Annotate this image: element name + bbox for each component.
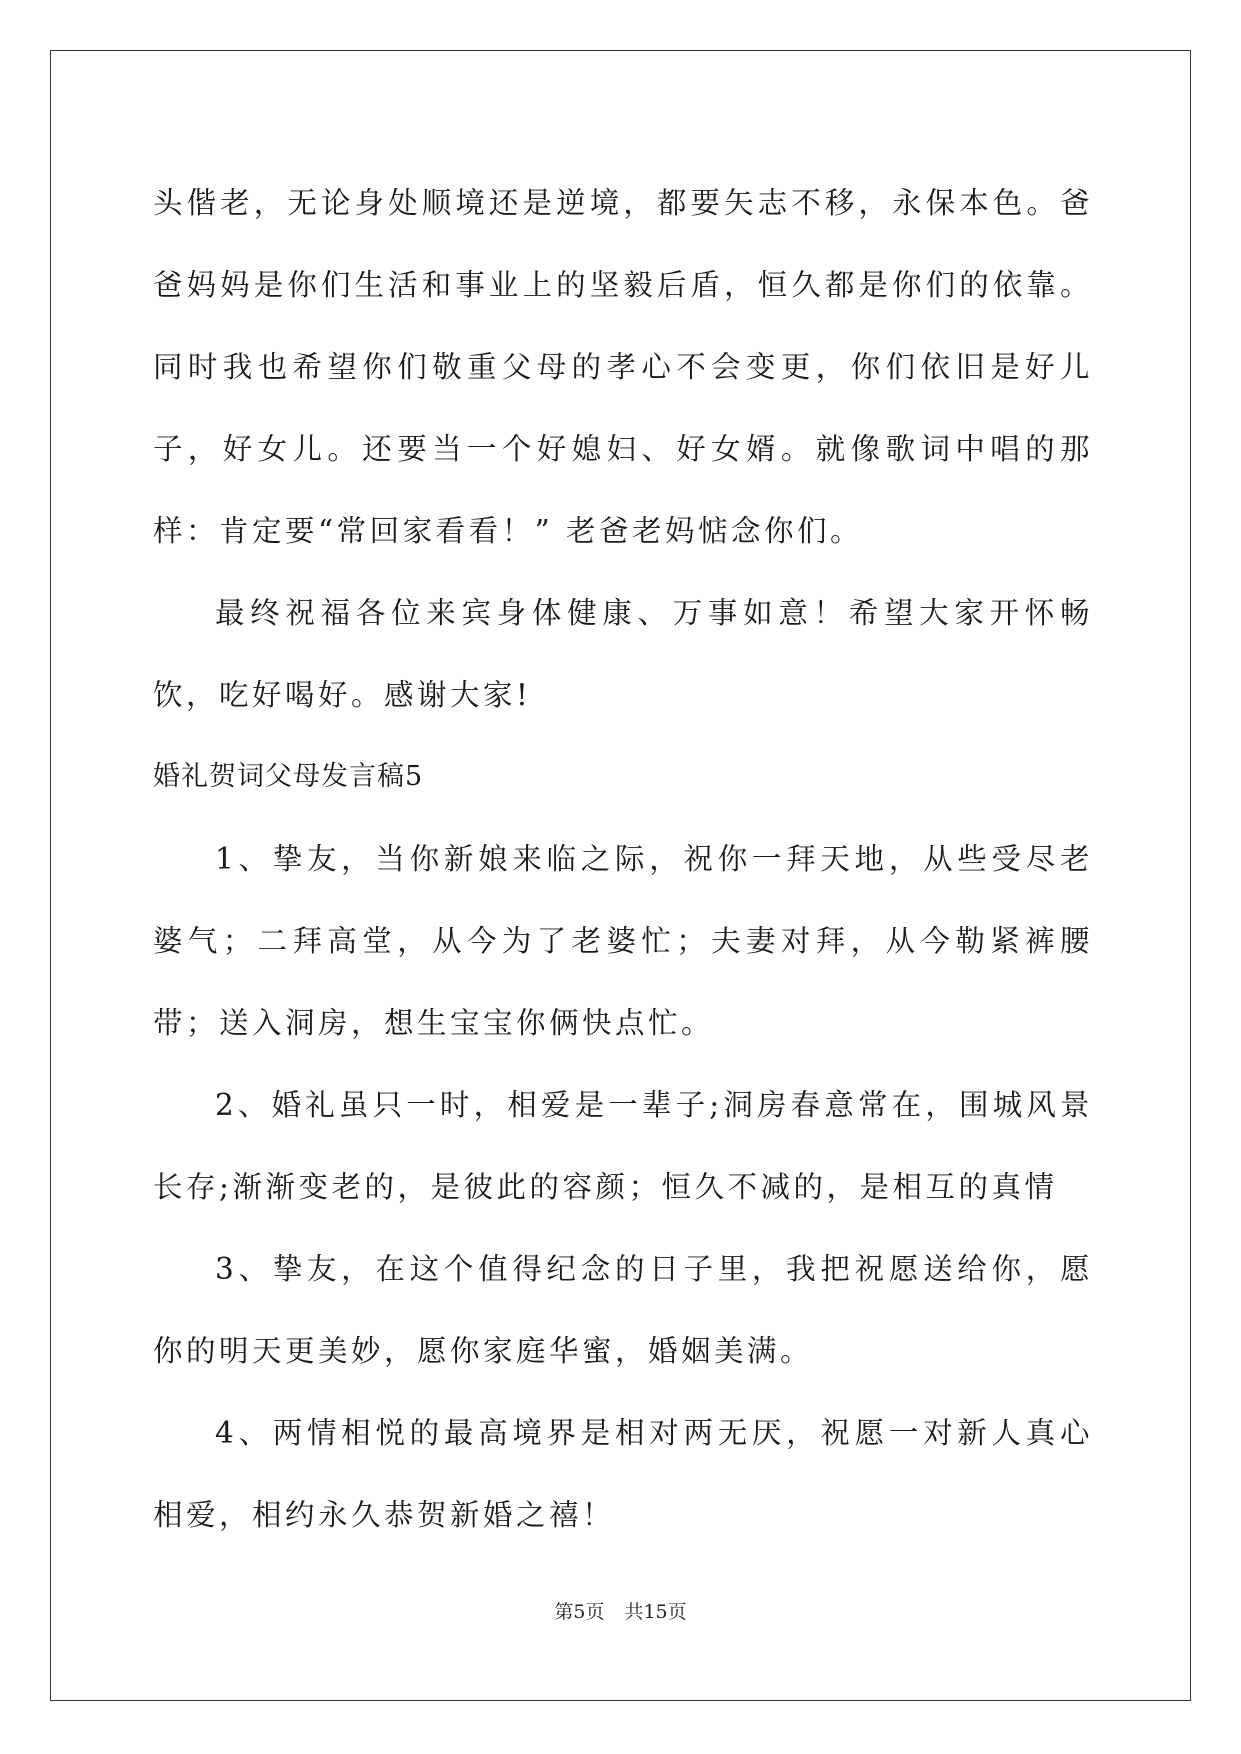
paragraph-continued: 头偕老，无论身处顺境还是逆境，都要矢志不移，永保本色。爸爸妈妈是你们生活和事业上的坚毅后盾，恒久都是你们的依靠。同时我也希望你们敬重父母的孝心不会变更，你们依旧是好儿子，好女儿。还要当一个好媳妇、好女婿。就像歌词中唱的那样：肯定要“常回家看看！” 老爸老妈惦念你们。 — [153, 186, 1093, 548]
list-item: 4、两情相悦的最高境界是相对两无厌，祝愿一对新人真心相爱，相约永久恭贺新婚之禧！ — [153, 1416, 1093, 1532]
section-heading: 婚礼贺词父母发言稿5 — [153, 761, 424, 792]
document-body — [153, 162, 1093, 1556]
list-item: 1、挚友，当你新娘来临之际，祝你一拜天地，从些受尽老婆气；二拜高堂，从今为了老婆忙；夫妻对拜，从今勒紧裤腰带；送入洞房，想生宝宝你俩快点忙。 — [153, 842, 1093, 1040]
page-total: 共15页 — [624, 1601, 687, 1623]
paragraph-closing-wishes: 最终祝福各位来宾身体健康、万事如意！希望大家开怀畅饮，吃好喝好。感谢大家! — [153, 596, 1093, 712]
page-footer — [0, 1597, 1241, 1624]
page-number: 第5页 — [554, 1601, 605, 1623]
list-item: 2、婚礼虽只一时，相爱是一辈子;洞房春意常在，围城风景长存;渐渐变老的，是彼此的容颜；恒久不减的，是相互的真情 — [153, 1088, 1093, 1204]
list-item: 3、挚友，在这个值得纪念的日子里，我把祝愿送给你，愿你的明天更美妙，愿你家庭华蜜，婚姻美满。 — [153, 1252, 1093, 1368]
